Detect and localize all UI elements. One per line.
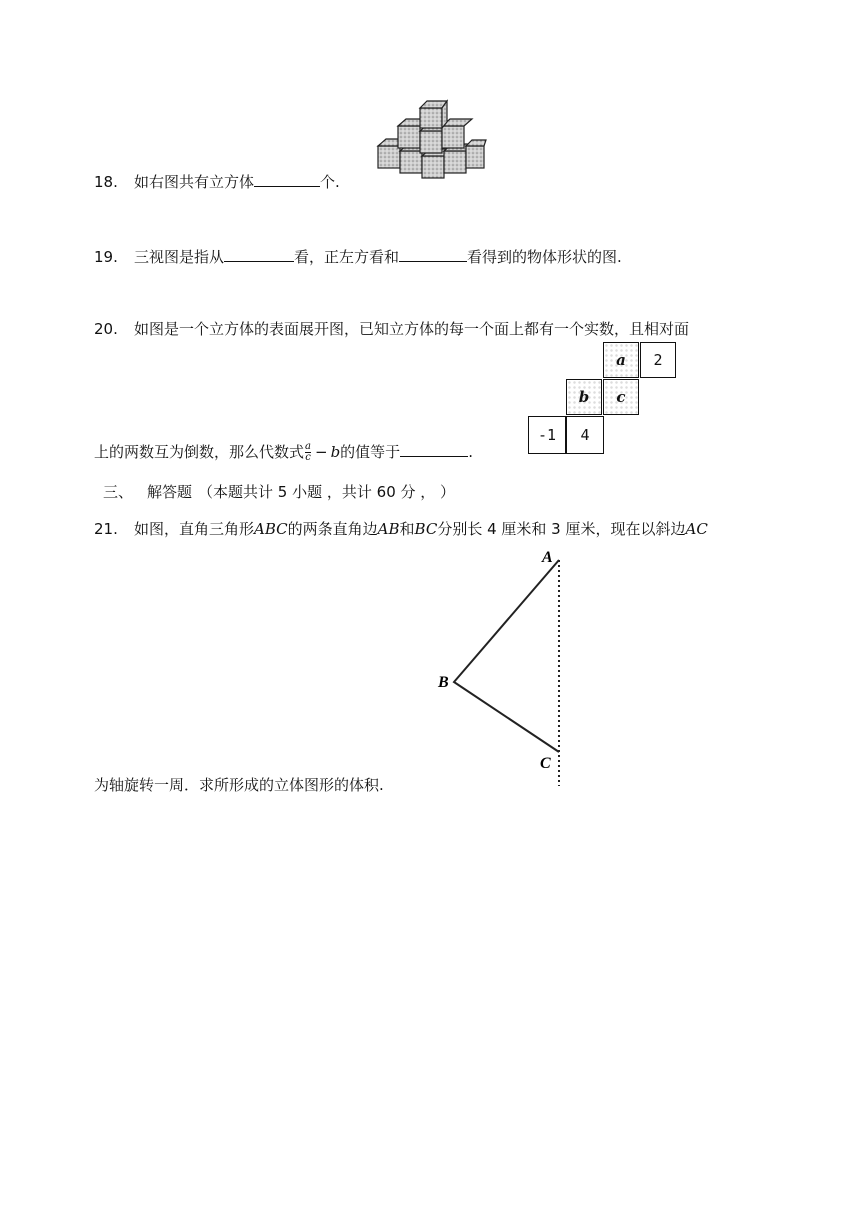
question-21-line-1 [94, 518, 708, 539]
period: . [468, 443, 473, 461]
answer-blank[interactable] [399, 247, 467, 262]
question-number: 21. [94, 520, 118, 538]
net-cell-b: b [566, 379, 602, 415]
net-cell-neg1: -1 [528, 416, 566, 454]
net-cell-2: 2 [640, 342, 676, 378]
answer-blank[interactable] [400, 442, 468, 457]
side-bc: BC [414, 520, 438, 538]
fraction-a-over-c: $\frac{a}{c}$ [305, 441, 311, 463]
question-text: 的值等于 [340, 443, 401, 461]
question-text: 如图是一个立方体的表面展开图，已知立方体的每一个面上都有一个实数，且相对面 [134, 320, 690, 338]
question-text: 三视图是指从 [134, 248, 225, 266]
question-text: 分别长 4 厘米和 3 厘米，现在以斜边 [437, 520, 686, 538]
question-18 [94, 171, 340, 192]
question-20-line-1 [94, 318, 689, 339]
question-text: 如图，直角三角形 [134, 520, 255, 538]
triangle-figure [432, 540, 572, 790]
question-number: 18. [94, 173, 118, 191]
question-text: 个. [320, 173, 340, 191]
side-ac: AC [685, 520, 708, 538]
cube-stack-figure [372, 96, 492, 188]
side-ab: AB [377, 520, 400, 538]
triangle-abc: ABC [254, 520, 288, 538]
section-info: （本题共计 5 小题 ，共计 60 分 ， ） [198, 483, 456, 501]
question-text: 看，正左方看和 [294, 248, 400, 266]
question-number: 20. [94, 320, 118, 338]
question-19 [94, 246, 622, 267]
net-cell-c: c [603, 379, 639, 415]
answer-blank[interactable] [224, 247, 294, 262]
section-title: 解答题 [147, 483, 193, 501]
question-text: 的两条直角边 [287, 520, 378, 538]
net-cell-4: 4 [566, 416, 604, 454]
minus-sign: − [314, 443, 328, 461]
question-text: 上的两数互为倒数，那么代数式 [94, 443, 305, 461]
section-3-header [103, 481, 455, 502]
vertex-label-b: B [438, 674, 449, 691]
question-number: 19. [94, 248, 118, 266]
question-text: 为轴旋转一周．求所形成的立体图形的体积. [94, 776, 384, 794]
question-21-line-2 [94, 774, 384, 795]
triangle-sides [454, 560, 559, 752]
variable-b: b [330, 443, 341, 461]
question-text: 和 [399, 520, 415, 538]
vertex-label-c: C [540, 755, 551, 772]
question-20-line-2 [94, 441, 473, 463]
question-text: 看得到的物体形状的图. [467, 248, 622, 266]
answer-blank[interactable] [254, 172, 320, 187]
question-text: 如右图共有立方体 [134, 173, 255, 191]
vertex-label-a: A [542, 549, 553, 566]
section-number: 三、 [103, 483, 134, 501]
net-cell-a: a [603, 342, 639, 378]
